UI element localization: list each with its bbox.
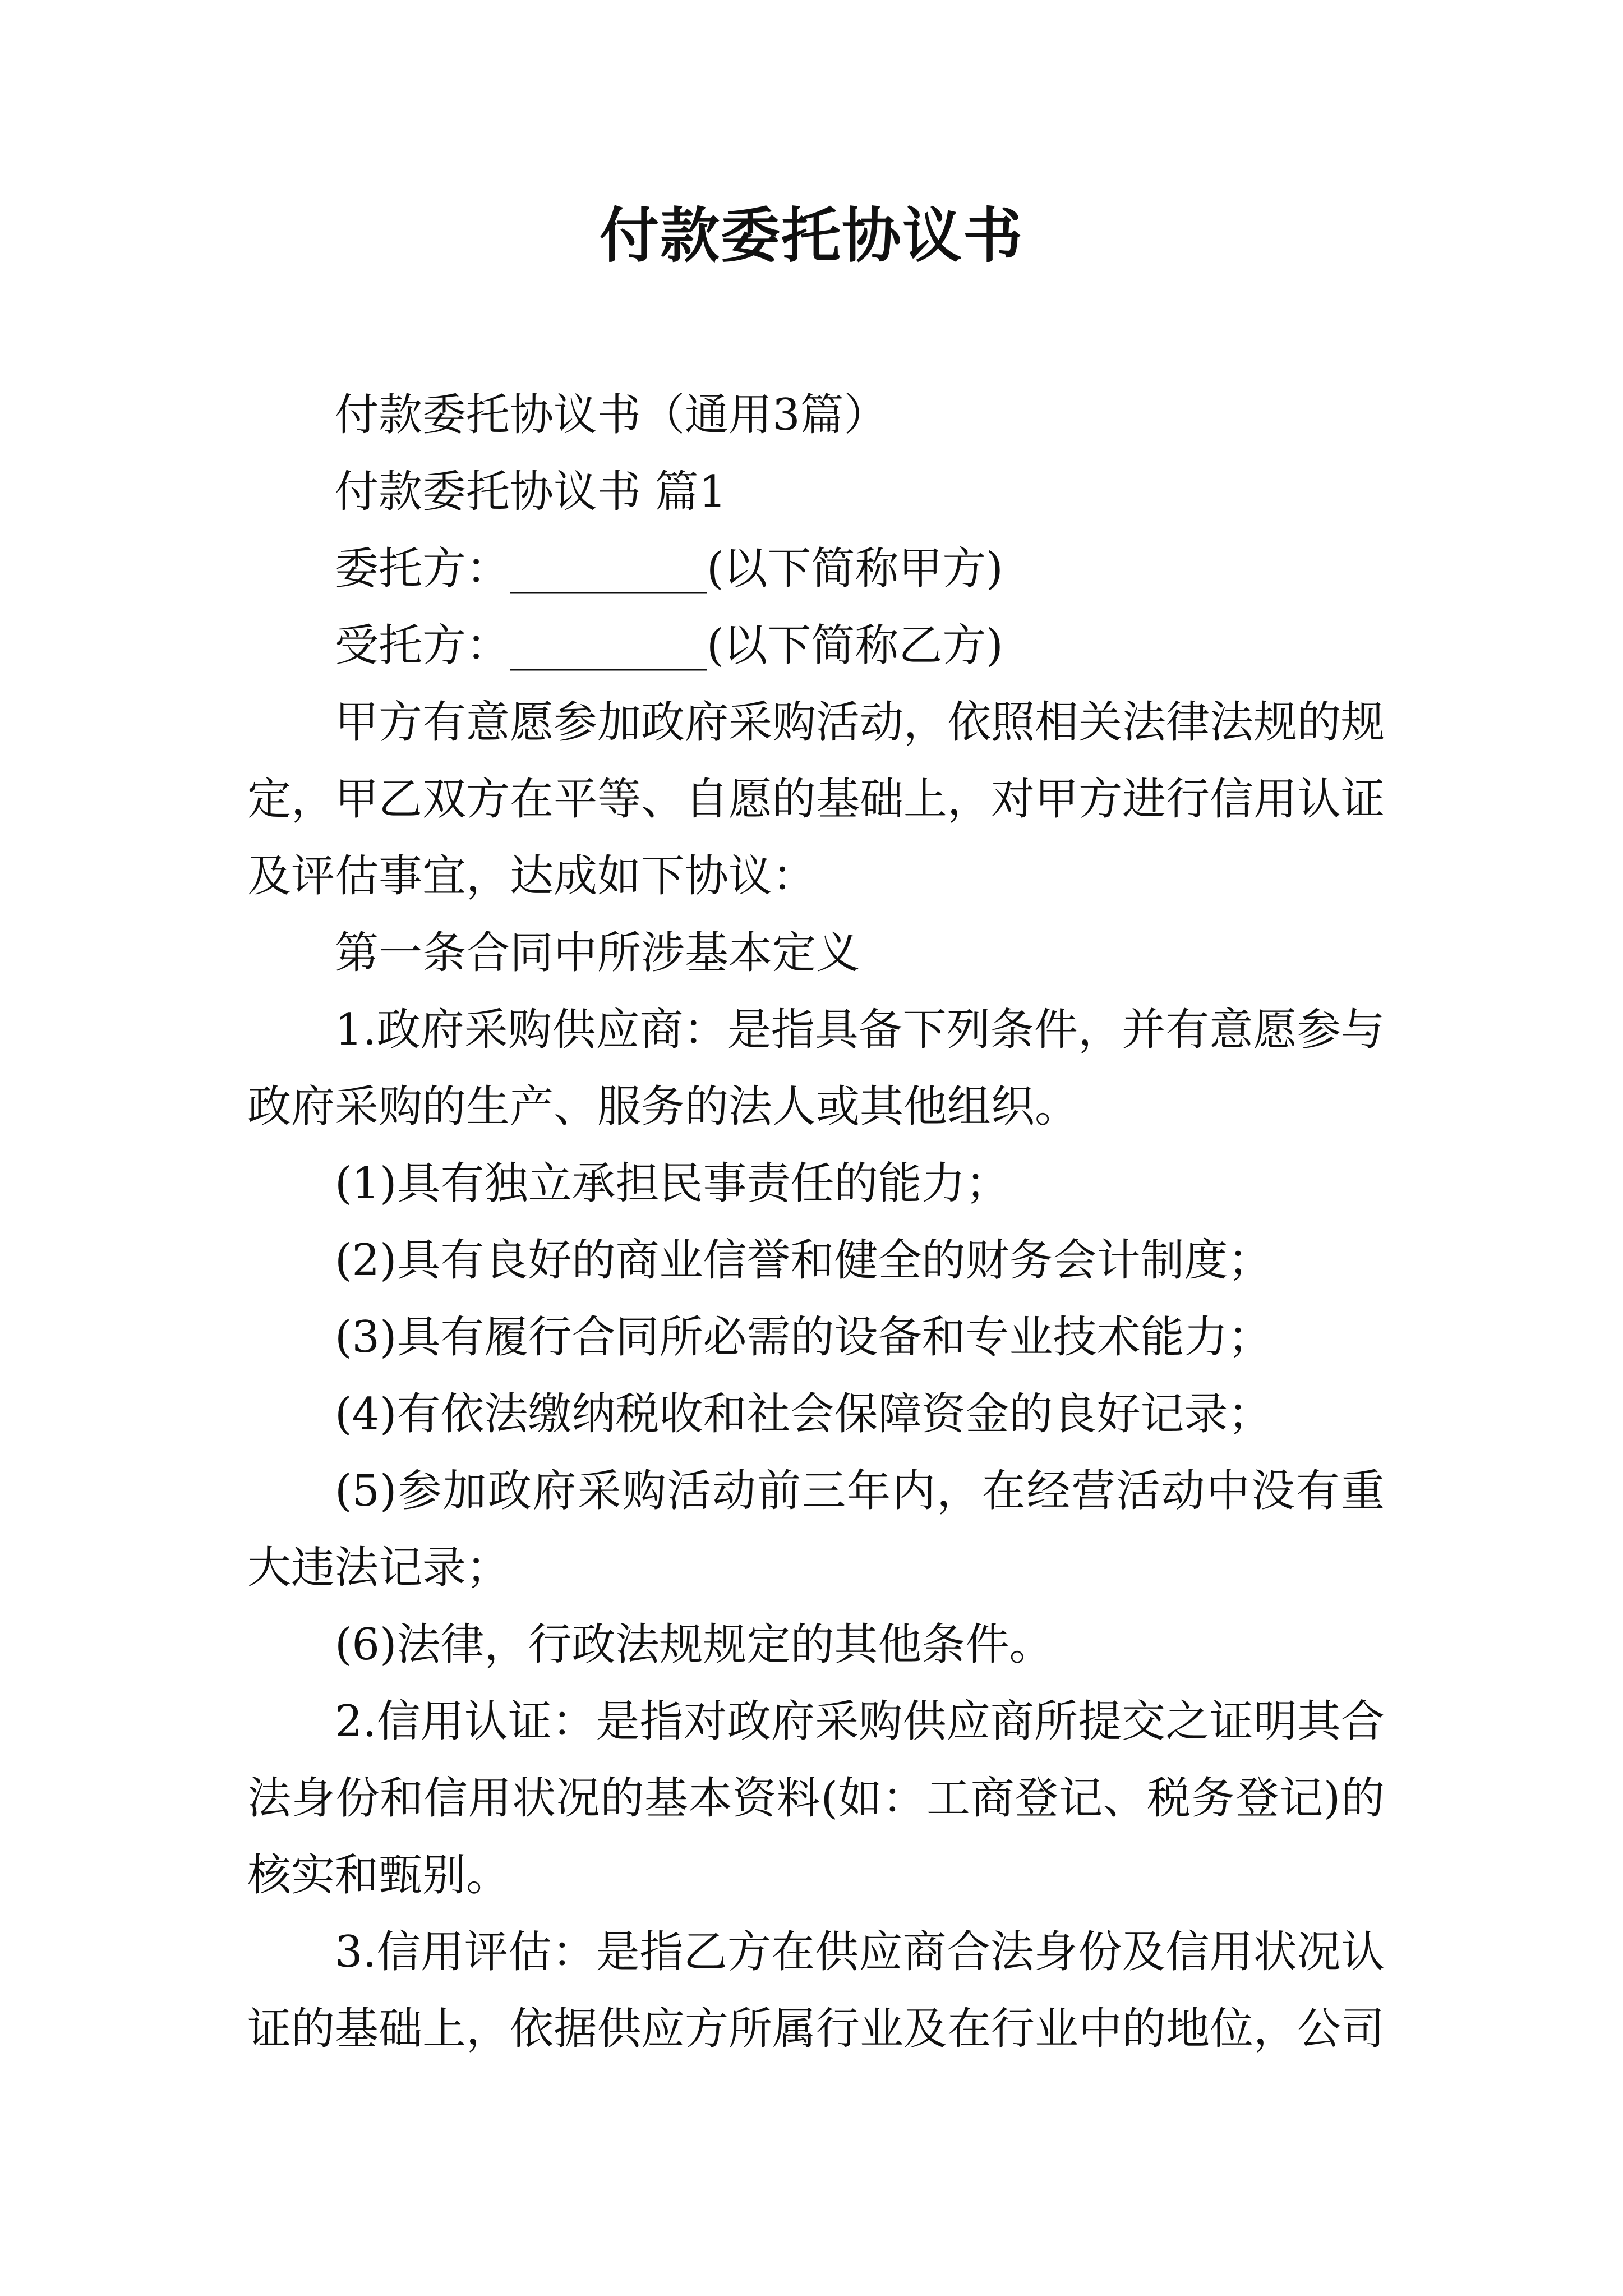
condition-item (247, 1376, 1385, 1453)
article-heading (247, 454, 1385, 531)
text-line: (2)具有良好的商业信誉和健全的财务会计制度； (335, 1235, 1272, 1286)
text-line: 1.政府采购供应商：是指具备下列条件，并有意愿参与 (335, 1005, 1385, 1055)
condition-item (247, 1145, 1385, 1222)
document-title: 付款委托协议书 (600, 200, 1023, 270)
definition-supplier (247, 992, 1385, 1145)
text-line: (4)有依法缴纳税收和社会保障资金的良好记录； (335, 1389, 1272, 1439)
condition-item (247, 1453, 1385, 1607)
text-line: 及评估事宜，达成如下协议： (247, 851, 817, 901)
text-line: 甲方有意愿参加政府采购活动，依照相关法律法规的规 (335, 697, 1385, 748)
text-line: 核实和甄别。 (247, 1850, 510, 1901)
text-line: (1)具有独立承担民事责任的能力； (335, 1158, 1009, 1209)
text-line: 政府采购的生产、服务的法人或其他组织。 (247, 1082, 1079, 1132)
text-line: 定，甲乙双方在平等、自愿的基础上，对甲方进行信用认证 (247, 774, 1385, 825)
text-line: 付款委托协议书 篇1 (335, 467, 727, 517)
text-line: 受托方：_________(以下简称乙方) (335, 620, 1003, 671)
text-line: 3.信用评估：是指乙方在供应商合法身份及信用状况认 (335, 1927, 1385, 1977)
preamble-paragraph (247, 684, 1385, 915)
text-line: (3)具有履行合同所必需的设备和专业技术能力； (335, 1312, 1272, 1363)
definition-credit-certification (247, 1683, 1385, 1914)
section-heading (247, 915, 1385, 992)
definition-credit-evaluation (247, 1914, 1385, 2068)
document-body (247, 377, 1385, 2068)
party-agent (247, 608, 1385, 684)
condition-item (247, 1222, 1385, 1299)
text-line: 第一条合同中所涉基本定义 (335, 928, 860, 978)
text-line: 2.信用认证：是指对政府采购供应商所提交之证明其合 (335, 1696, 1385, 1747)
condition-item (247, 1299, 1385, 1376)
condition-item (247, 1607, 1385, 1683)
text-line: 付款委托协议书（通用3篇） (335, 390, 888, 440)
text-line: 大违法记录； (247, 1543, 510, 1593)
party-client (247, 531, 1385, 608)
collection-heading (247, 377, 1385, 454)
text-line: 委托方：_________(以下简称甲方) (335, 544, 1003, 594)
text-line: 法身份和信用状况的基本资料(如：工商登记、税务登记)的 (247, 1773, 1385, 1824)
text-line: (5)参加政府采购活动前三年内，在经营活动中没有重 (335, 1466, 1385, 1516)
text-line: (6)法律，行政法规规定的其他条件。 (335, 1619, 1053, 1670)
text-line: 证的基础上，依据供应方所属行业及在行业中的地位，公司 (247, 2004, 1385, 2054)
